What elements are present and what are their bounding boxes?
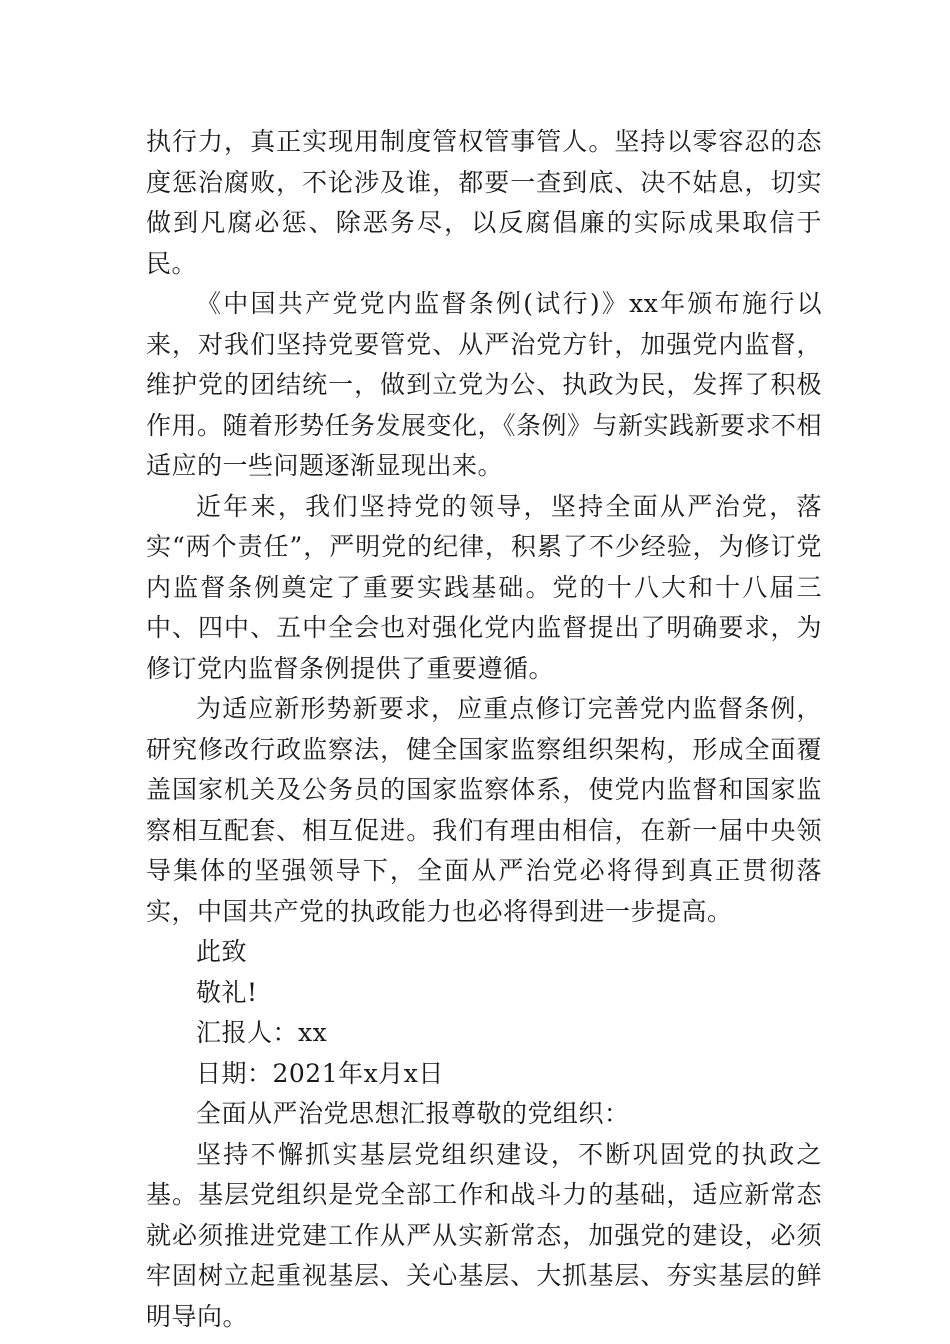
closing-salutation-1: 此致 [196, 937, 248, 966]
paragraph-grassroots: 坚持不懈抓实基层党组织建设，不断巩固党的执政之基。基层党组织是党全部工作和战斗力的基础，适应新常态就必须推进党建工作从严从实新常态，加强党的建设，必须牢固树立起重视基层、关心基层、大抓基层、夯实基层的鲜明导向。 [146, 1139, 822, 1331]
closing-salutation-2: 敬礼! [196, 977, 258, 1007]
paragraph-regulation-history: 《中国共产党党内监督条例(试行)》xx年颁布施行以来，对我们坚持党要管党、从严治党方针，加强党内监督，维护党的团结统一，做到立党为公、执政为民，发挥了积极作用。随着形势任务发展变化，《条例》与新实践新要求不相适应的一些问题逐渐显现出来。 [146, 289, 823, 480]
next-report-title: 全面从严治党思想汇报尊敬的党组织： [196, 1099, 630, 1128]
paragraph-continued: 执行力，真正实现用制度管权管事管人。坚持以零容忍的态度惩治腐败，不论涉及谁，都要一查到底、决不姑息，切实做到凡腐必惩、除恶务尽，以反腐倡廉的实际成果取信于民。 [146, 127, 822, 278]
paragraph-recent-years: 近年来，我们坚持党的领导，坚持全面从严治党，落实“两个责任”，严明党的纪律，积累了不少经验，为修订党内监督条例奠定了重要实践基础。党的十八大和十八届三中、四中、五中全会也对强化党内监督提出了明确要求，为修订党内监督条例提供了重要遵循。 [146, 491, 822, 683]
paragraph-new-requirements: 为适应新形势新要求，应重点修订完善党内监督条例，研究修改行政监察法，健全国家监察组织架构，形成全面覆盖国家机关及公务员的国家监察体系，使党内监督和国家监察相互配套、相互促进。我们有理由相信，在新一届中央领导集体的坚强领导下，全面从严治党必将得到真正贯彻落实，中国共产党的执政能力也必将得到进一步提高。 [146, 694, 822, 926]
reporter-line: 汇报人：xx [196, 1018, 328, 1047]
date-line: 日期：2021年x月x日 [196, 1058, 444, 1088]
document-body [146, 122, 822, 1337]
